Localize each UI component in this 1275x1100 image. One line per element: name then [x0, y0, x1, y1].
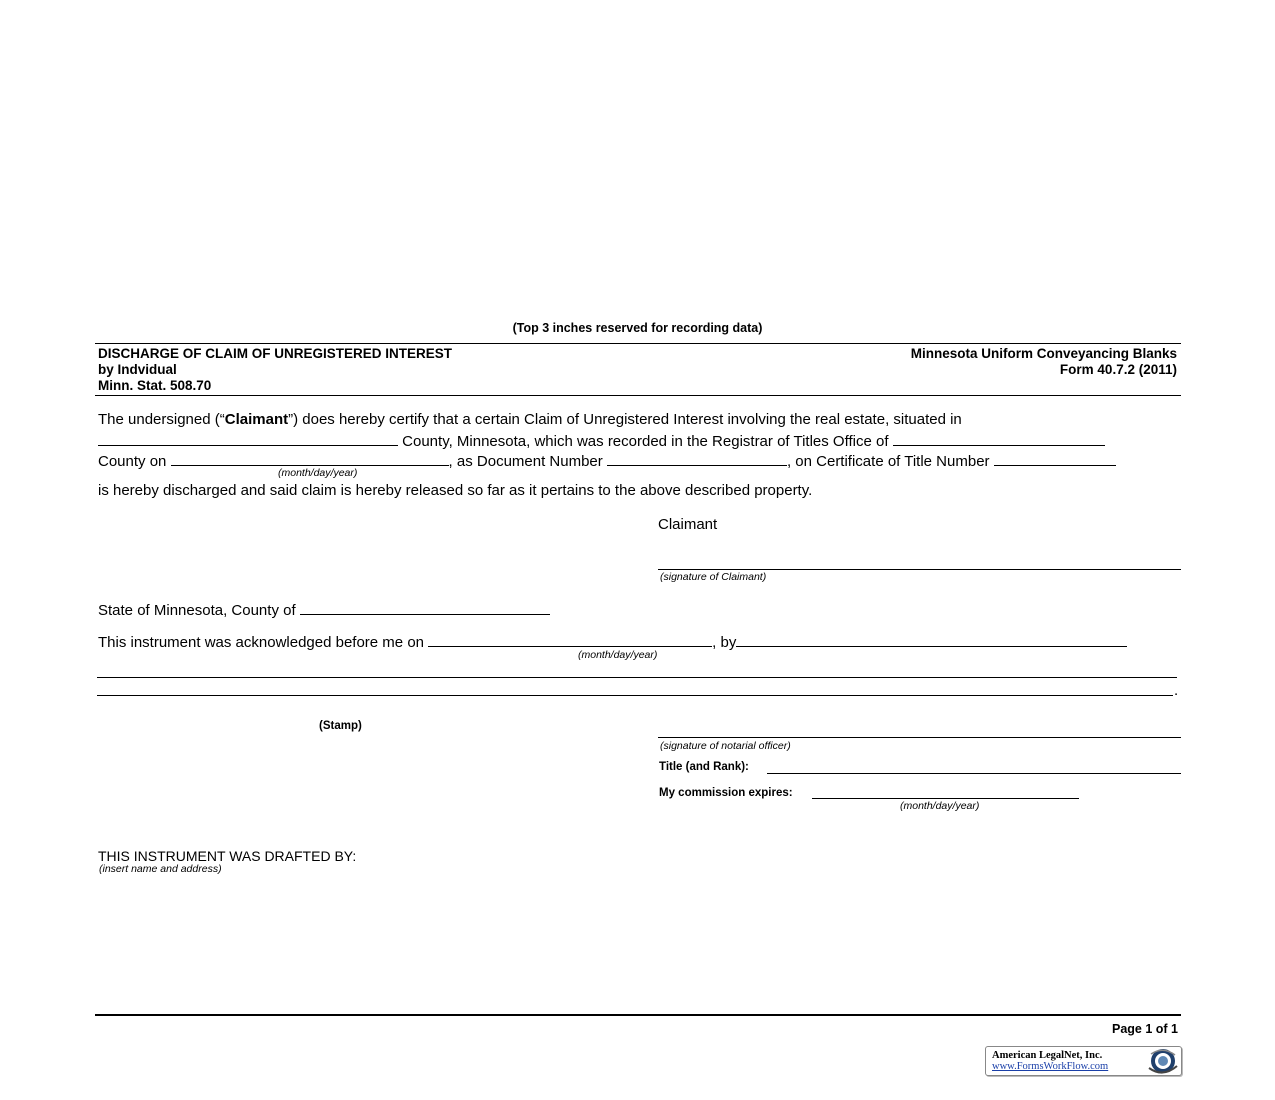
drafted-by-caption: (insert name and address)	[99, 863, 222, 875]
header-top-rule	[95, 343, 1181, 344]
acknowledgment-date-blank[interactable]	[428, 632, 712, 647]
state-county-line	[98, 600, 550, 619]
forms-workflow-logo[interactable]	[985, 1046, 1182, 1076]
form-subtitle: by Indvidual	[98, 362, 177, 377]
body-intro-end: ”) does hereby certify that a certain Claim of Unregistered Interest involving the real estate, situated in	[288, 411, 962, 428]
claimant-signature-caption: (signature of Claimant)	[660, 571, 767, 583]
footer-rule	[95, 1014, 1181, 1016]
drafted-by-label: THIS INSTRUMENT WAS DRAFTED BY:	[98, 848, 357, 864]
document-number-text: , as Document Number	[448, 453, 607, 470]
title-rank-label: Title (and Rank):	[659, 761, 749, 773]
claimant-label: Claimant	[658, 516, 718, 533]
commission-date-line[interactable]	[812, 798, 1079, 799]
recording-date-blank[interactable]	[171, 451, 449, 466]
body-line-3	[98, 451, 1116, 470]
body-line-4: is hereby discharged and said claim is hereby released so far as it pertains to the above described property.	[98, 482, 813, 499]
publisher-name: Minnesota Uniform Conveyancing Blanks	[910, 346, 1177, 361]
county-minnesota-text: County, Minnesota, which was recorded in the Registrar of Titles Office of	[398, 433, 893, 450]
notary-county-blank[interactable]	[300, 600, 550, 615]
form-title: DISCHARGE OF CLAIM OF UNREGISTERED INTEREST	[98, 346, 453, 361]
notary-signature-caption: (signature of notarial officer)	[660, 740, 791, 752]
state-county-text: State of Minnesota, County of	[98, 602, 300, 619]
statute-reference: Minn. Stat. 508.70	[98, 378, 212, 393]
document-number-blank[interactable]	[607, 451, 787, 466]
continuation-period: .	[1174, 682, 1179, 699]
logo-company-name: American LegalNet, Inc.	[992, 1050, 1103, 1061]
recording-note: (Top 3 inches reserved for recording data)	[512, 321, 763, 335]
acknowledged-by-blank[interactable]	[736, 632, 1127, 647]
acknowledgment-text: This instrument was acknowledged before me on	[98, 634, 429, 651]
body-line-1	[98, 411, 962, 428]
title-rank-line[interactable]	[767, 773, 1181, 774]
acknowledgment-date-caption: (month/day/year)	[578, 649, 658, 661]
stamp-label: (Stamp)	[319, 720, 362, 732]
recording-date-caption: (month/day/year)	[278, 467, 358, 479]
claimant-term: Claimant	[224, 411, 289, 428]
form-number: Form 40.7.2 (2011)	[1059, 362, 1177, 377]
by-text: , by	[712, 634, 737, 651]
logo-globe-icon	[1145, 1046, 1179, 1081]
certificate-number-blank[interactable]	[994, 451, 1116, 466]
registrar-county-blank[interactable]	[893, 431, 1105, 446]
county-on-text: County on	[98, 453, 171, 470]
commission-label: My commission expires:	[659, 787, 793, 799]
notary-signature-line[interactable]	[658, 737, 1181, 738]
logo-url[interactable]: www.FormsWorkFlow.com	[992, 1061, 1109, 1072]
body-intro: The undersigned (“	[98, 411, 225, 428]
body-line-2	[98, 431, 1105, 450]
page-number: Page 1 of 1	[1112, 1022, 1178, 1036]
certificate-text: , on Certificate of Title Number	[786, 453, 994, 470]
header-bottom-rule	[95, 395, 1181, 396]
name-continuation-line-1[interactable]	[97, 677, 1177, 678]
claimant-signature-line[interactable]	[658, 569, 1181, 570]
name-continuation-line-2[interactable]	[97, 695, 1173, 696]
commission-date-caption: (month/day/year)	[900, 800, 980, 812]
county-blank[interactable]	[98, 431, 398, 446]
